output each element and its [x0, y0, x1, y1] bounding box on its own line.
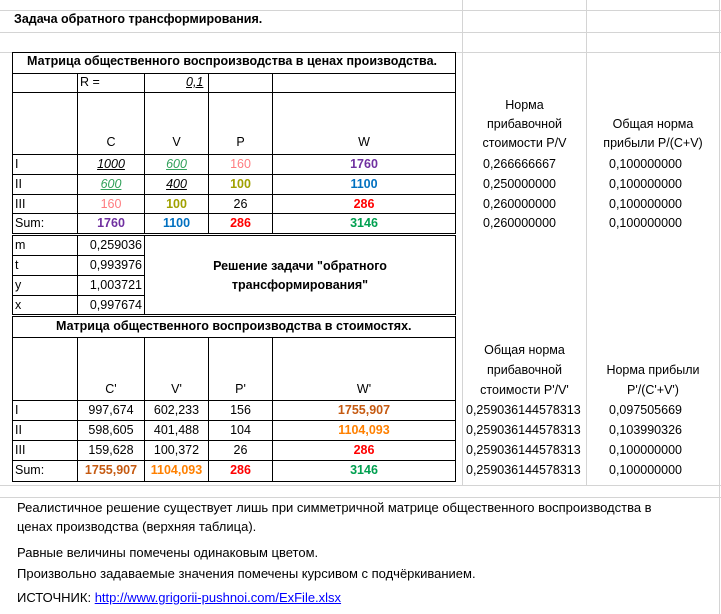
bottom-pv-value: 0,259036144578313: [466, 403, 581, 417]
bottom-pv-value: 0,259036144578313: [466, 423, 581, 437]
bottom-cell-w: 1755,907: [337, 403, 391, 417]
param-label: t: [15, 258, 19, 272]
top-header-pcv-line2: прибыли P/(C+V): [603, 136, 703, 150]
param-value: 0,997674: [89, 298, 142, 312]
bottom-cell-p: 104: [230, 423, 251, 437]
bottom-cell-c: 598,605: [88, 423, 134, 437]
top-cell-v: 1100: [162, 216, 191, 230]
top-pcv-value: 0,100000000: [609, 197, 682, 211]
note-line: Реалистичное решение существует лишь при симметричной матрице общественного воспроизводства в: [17, 500, 652, 515]
top-cell-w: 1100: [350, 177, 378, 191]
top-cell-c[interactable]: 1000: [97, 157, 125, 171]
col-header-c: C: [106, 135, 116, 149]
note-line: Произвольно задаваемые значения помечены курсивом с подчёркиванием.: [17, 566, 476, 581]
bottom-pcv-value: 0,100000000: [609, 463, 682, 477]
bottom-pv-value: 0,259036144578313: [466, 463, 581, 477]
top-pv-value: 0,260000000: [483, 197, 556, 211]
top-header-pv-line2: прибавочной: [486, 117, 563, 131]
col-header-v-prime: V': [171, 382, 182, 396]
note-line: Равные величины помечены одинаковым цветом.: [17, 545, 319, 560]
bottom-cell-p: 26: [233, 443, 248, 457]
bottom-header-pv-line2: прибавочной: [486, 363, 563, 377]
top-header-pv-line3: стоимости P/V: [482, 136, 567, 150]
source-label: ИСТОЧНИК:: [17, 590, 92, 605]
bottom-header-pcv-line2: P'/(C'+V'): [627, 383, 679, 397]
top-cell-v[interactable]: 400: [166, 177, 187, 191]
page-title: Задача обратного трансформирования.: [14, 12, 263, 26]
col-header-c-prime: C': [105, 382, 117, 396]
bottom-cell-v: 1104,093: [150, 463, 203, 477]
bottom-header-pcv-line1: Норма прибыли: [606, 363, 700, 377]
bottom-cell-v: 602,233: [153, 403, 200, 417]
bottom-cell-c: 997,674: [88, 403, 134, 417]
top-cell-w: 286: [353, 197, 375, 211]
bottom-cell-w: 3146: [350, 463, 378, 477]
bottom-pcv-value: 0,103990326: [609, 423, 682, 437]
top-header-pcv-line1: Общая норма: [612, 117, 694, 131]
param-label: x: [15, 298, 22, 312]
top-cell-p: 26: [233, 197, 248, 211]
bottom-cell-v: 100,372: [153, 443, 200, 457]
top-row-label: III: [15, 197, 26, 211]
bottom-row-label: Sum:: [15, 463, 45, 477]
col-header-w: W: [358, 135, 370, 149]
col-header-p-prime: P': [235, 382, 246, 396]
top-row-label: I: [15, 157, 19, 171]
note-line: ценах производства (верхняя таблица).: [17, 519, 257, 534]
bottom-table-heading: Матрица общественного воспроизводства в стоимостях.: [56, 319, 412, 333]
r-label: R =: [80, 75, 100, 89]
bottom-header-pv-line1: Общая норма: [484, 343, 565, 357]
param-value: 0,259036: [89, 238, 142, 252]
top-row-label: Sum:: [15, 216, 45, 230]
param-label: m: [15, 238, 26, 252]
bottom-cell-c: 159,628: [88, 443, 134, 457]
top-cell-v: 100: [166, 197, 187, 211]
param-value: 1,003721: [89, 278, 142, 292]
top-cell-p: 286: [230, 216, 251, 230]
bottom-cell-v: 401,488: [153, 423, 200, 437]
top-cell-w: 3146: [350, 216, 378, 230]
top-pcv-value: 0,100000000: [609, 177, 682, 191]
bottom-cell-p: 286: [230, 463, 251, 477]
top-pv-value: 0,250000000: [483, 177, 556, 191]
top-cell-c[interactable]: 600: [100, 177, 122, 191]
bottom-row-label: III: [15, 443, 26, 457]
bottom-row-label: I: [15, 403, 19, 417]
top-row-label: II: [15, 177, 22, 191]
top-cell-p: 160: [230, 157, 251, 171]
source-line: [17, 590, 341, 605]
top-cell-c: 160: [100, 197, 122, 211]
param-value: 0,993976: [89, 258, 142, 272]
bottom-row-label: II: [15, 423, 22, 437]
top-pv-value: 0,260000000: [483, 216, 556, 230]
bottom-cell-p: 156: [230, 403, 251, 417]
bottom-pcv-value: 0,100000000: [609, 443, 682, 457]
top-cell-p: 100: [230, 177, 251, 191]
top-pcv-value: 0,100000000: [609, 216, 682, 230]
bottom-cell-w: 1104,093: [338, 423, 390, 437]
bottom-header-pv-line3: стоимости P'/V': [480, 383, 569, 397]
top-pcv-value: 0,100000000: [609, 157, 682, 171]
top-pv-value: 0,266666667: [483, 157, 556, 171]
bottom-cell-c: 1755,907: [84, 463, 138, 477]
bottom-cell-w: 286: [353, 443, 375, 457]
r-value[interactable]: 0,1: [186, 75, 204, 89]
col-header-w-prime: W': [356, 382, 372, 396]
col-header-v: V: [172, 135, 181, 149]
bottom-pv-value: 0,259036144578313: [466, 443, 581, 457]
top-cell-w: 1760: [350, 157, 378, 171]
solution-label-line2: трансформирования": [231, 278, 369, 292]
top-table-heading: Матрица общественного воспроизводства в ценах производства.: [27, 54, 437, 68]
solution-label-line1: Решение задачи "обратного: [213, 259, 387, 273]
top-cell-c: 1760: [97, 216, 125, 230]
param-label: y: [15, 278, 22, 292]
top-cell-v[interactable]: 600: [166, 157, 187, 171]
source-link[interactable]: http://www.grigorii-pushnoi.com/ExFile.xlsx: [94, 590, 342, 605]
bottom-pcv-value: 0,097505669: [609, 403, 682, 417]
top-header-pv-line1: Норма: [505, 98, 544, 112]
col-header-p: P: [236, 135, 245, 149]
